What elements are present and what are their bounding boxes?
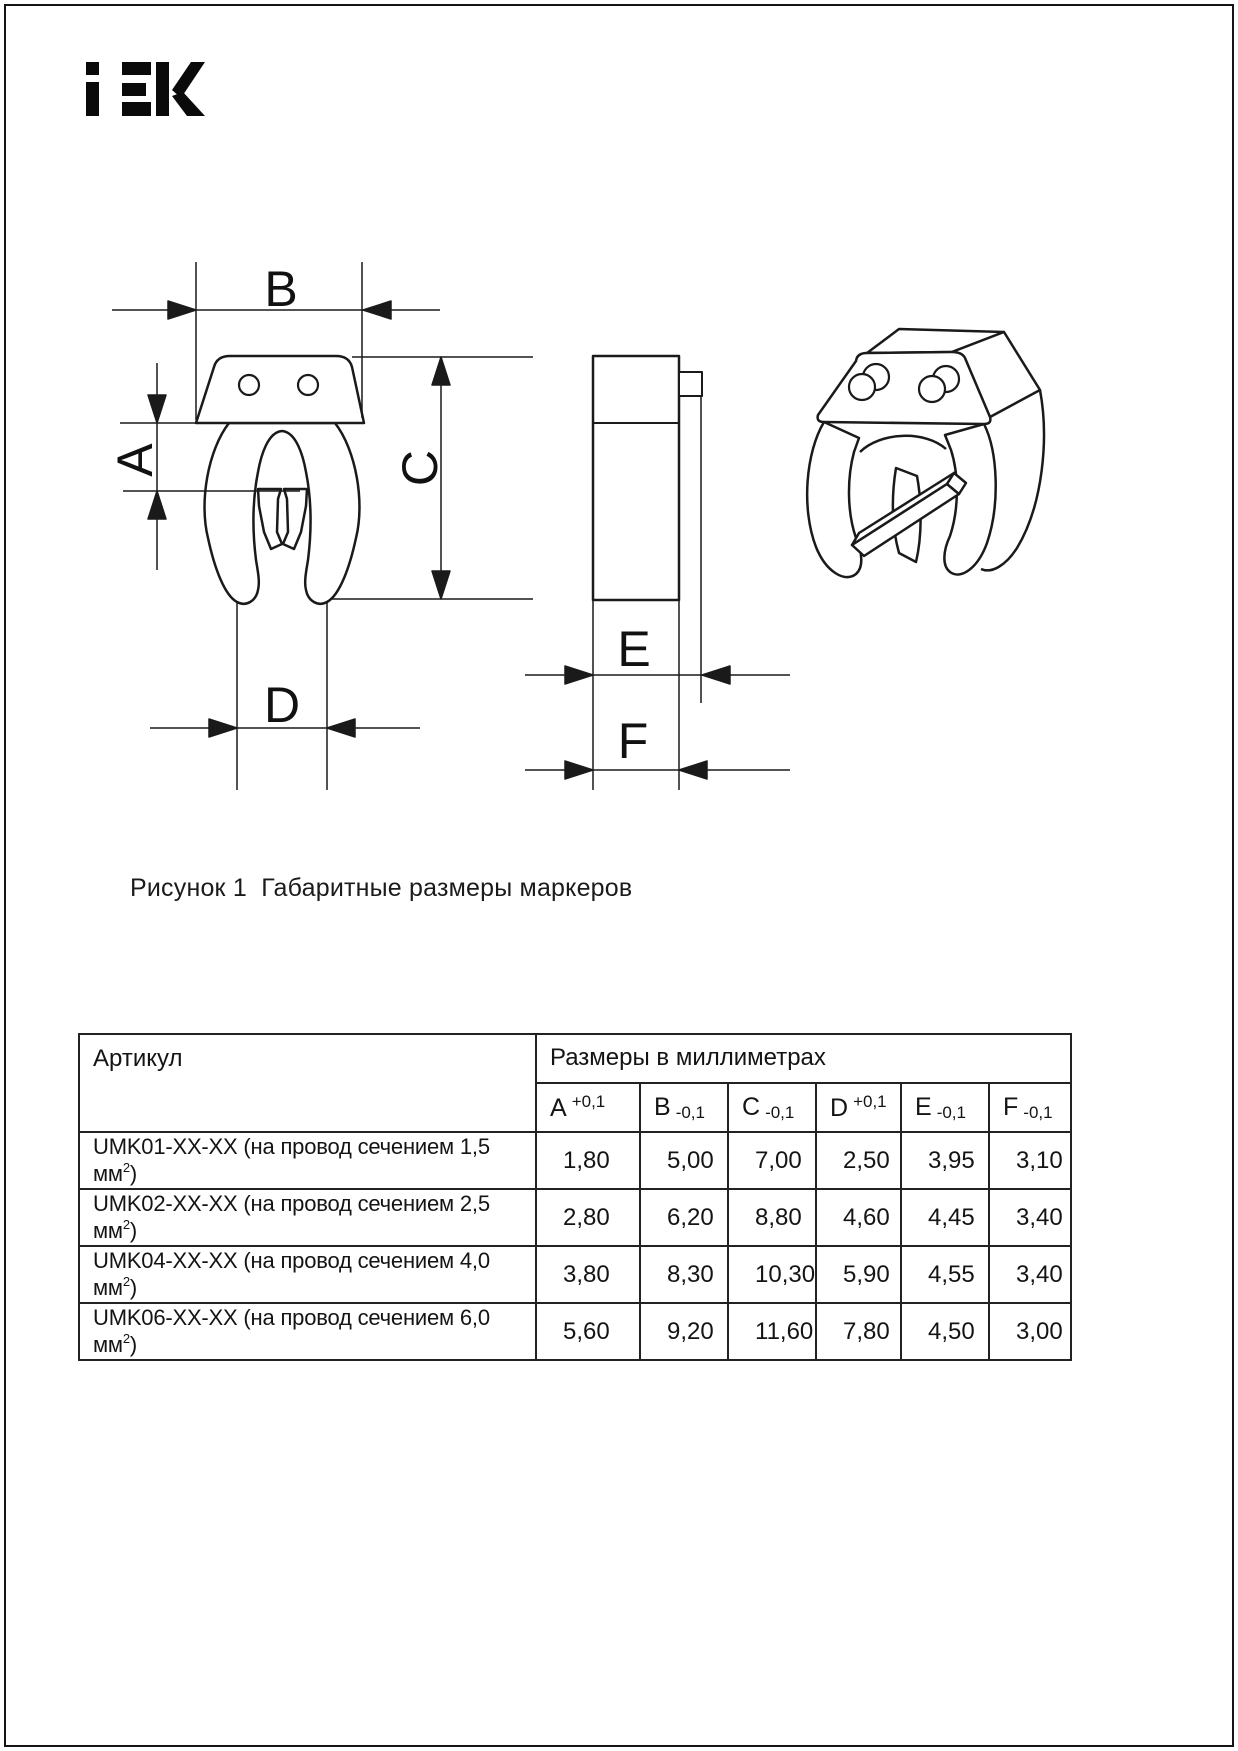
dim-label-a: A <box>107 443 163 477</box>
value-cell: 4,60 <box>816 1189 901 1246</box>
side-body <box>593 356 679 600</box>
table-row <box>79 1189 1071 1246</box>
dimensions-table <box>78 1033 1072 1361</box>
table-header-row-1 <box>79 1034 1071 1083</box>
column-header-e: E -0,1 <box>901 1083 989 1132</box>
iek-logo <box>80 58 210 122</box>
value-cell: 2,80 <box>536 1189 640 1246</box>
isometric-view <box>807 329 1044 577</box>
value-cell: 7,80 <box>816 1303 901 1360</box>
figure-caption: Рисунок 1 Габаритные размеры маркеров <box>130 874 633 902</box>
iso-arch-line <box>860 436 946 452</box>
marker-dimension-drawing <box>60 250 1140 800</box>
iek-logo-glyphs <box>86 62 205 116</box>
front-right-tooth <box>283 489 307 549</box>
dim-label-c: C <box>392 449 448 487</box>
value-cell: 8,80 <box>728 1189 816 1246</box>
article-cell: UMK04-XX-XX (на провод сечением 4,0 $мм^2$) <box>79 1246 536 1303</box>
article-cell: UMK02-XX-XX (на провод сечением 2,5 $мм^2$) <box>79 1189 536 1246</box>
value-cell: 9,20 <box>640 1303 728 1360</box>
value-cell: 4,55 <box>901 1246 989 1303</box>
front-left-tooth <box>258 489 282 549</box>
dim-label-f: F <box>617 713 649 769</box>
side-view <box>593 356 702 600</box>
front-hole-right <box>298 375 318 395</box>
column-header-a: A $^{+0,1}$ <box>536 1083 640 1132</box>
article-cell: UMK06-XX-XX (на провод сечением 6,0 $мм^2$) <box>79 1303 536 1360</box>
table-row <box>79 1246 1071 1303</box>
iso-pin-left-front <box>849 374 875 400</box>
front-cap <box>196 356 364 423</box>
column-header-d: D $^{+0,1}$ <box>816 1083 901 1132</box>
dim-label-b: B <box>264 261 298 317</box>
value-cell: 8,30 <box>640 1246 728 1303</box>
value-cell: 4,45 <box>901 1189 989 1246</box>
front-view <box>196 356 364 604</box>
article-column-header: Артикул <box>79 1034 536 1132</box>
column-header-f: F -0,1 <box>989 1083 1071 1132</box>
dimension-labels <box>107 261 651 769</box>
side-tab <box>679 372 702 396</box>
value-cell: 3,80 <box>536 1246 640 1303</box>
iso-left-lobe <box>807 422 861 577</box>
value-cell: 5,90 <box>816 1246 901 1303</box>
column-header-c: C -0,1 <box>728 1083 816 1132</box>
value-cell: 3,00 <box>989 1303 1071 1360</box>
value-cell: 1,80 <box>536 1132 640 1189</box>
value-cell: 3,10 <box>989 1132 1071 1189</box>
value-cell: 2,50 <box>816 1132 901 1189</box>
front-hole-left <box>239 375 259 395</box>
dim-label-d: D <box>263 677 301 733</box>
value-cell: 5,00 <box>640 1132 728 1189</box>
iso-pin-right-front <box>919 376 945 402</box>
value-cell: 3,40 <box>989 1246 1071 1303</box>
table-row <box>79 1132 1071 1189</box>
iso-cap-front-face <box>818 352 991 424</box>
value-cell: 3,95 <box>901 1132 989 1189</box>
value-cell: 10,30 <box>728 1246 816 1303</box>
value-cell: 11,60 <box>728 1303 816 1360</box>
dim-label-e: E <box>617 621 651 677</box>
value-cell: 7,00 <box>728 1132 816 1189</box>
value-cell: 3,40 <box>989 1189 1071 1246</box>
column-header-b: B -0,1 <box>640 1083 728 1132</box>
article-cell: UMK01-XX-XX (на провод сечением 1,5 $мм^2$) <box>79 1132 536 1189</box>
value-cell: 5,60 <box>536 1303 640 1360</box>
value-cell: 6,20 <box>640 1189 728 1246</box>
table-row <box>79 1303 1071 1360</box>
front-body-outline <box>205 423 360 604</box>
value-cell: 4,50 <box>901 1303 989 1360</box>
sizes-group-header: Размеры в миллиметрах <box>536 1034 1071 1083</box>
